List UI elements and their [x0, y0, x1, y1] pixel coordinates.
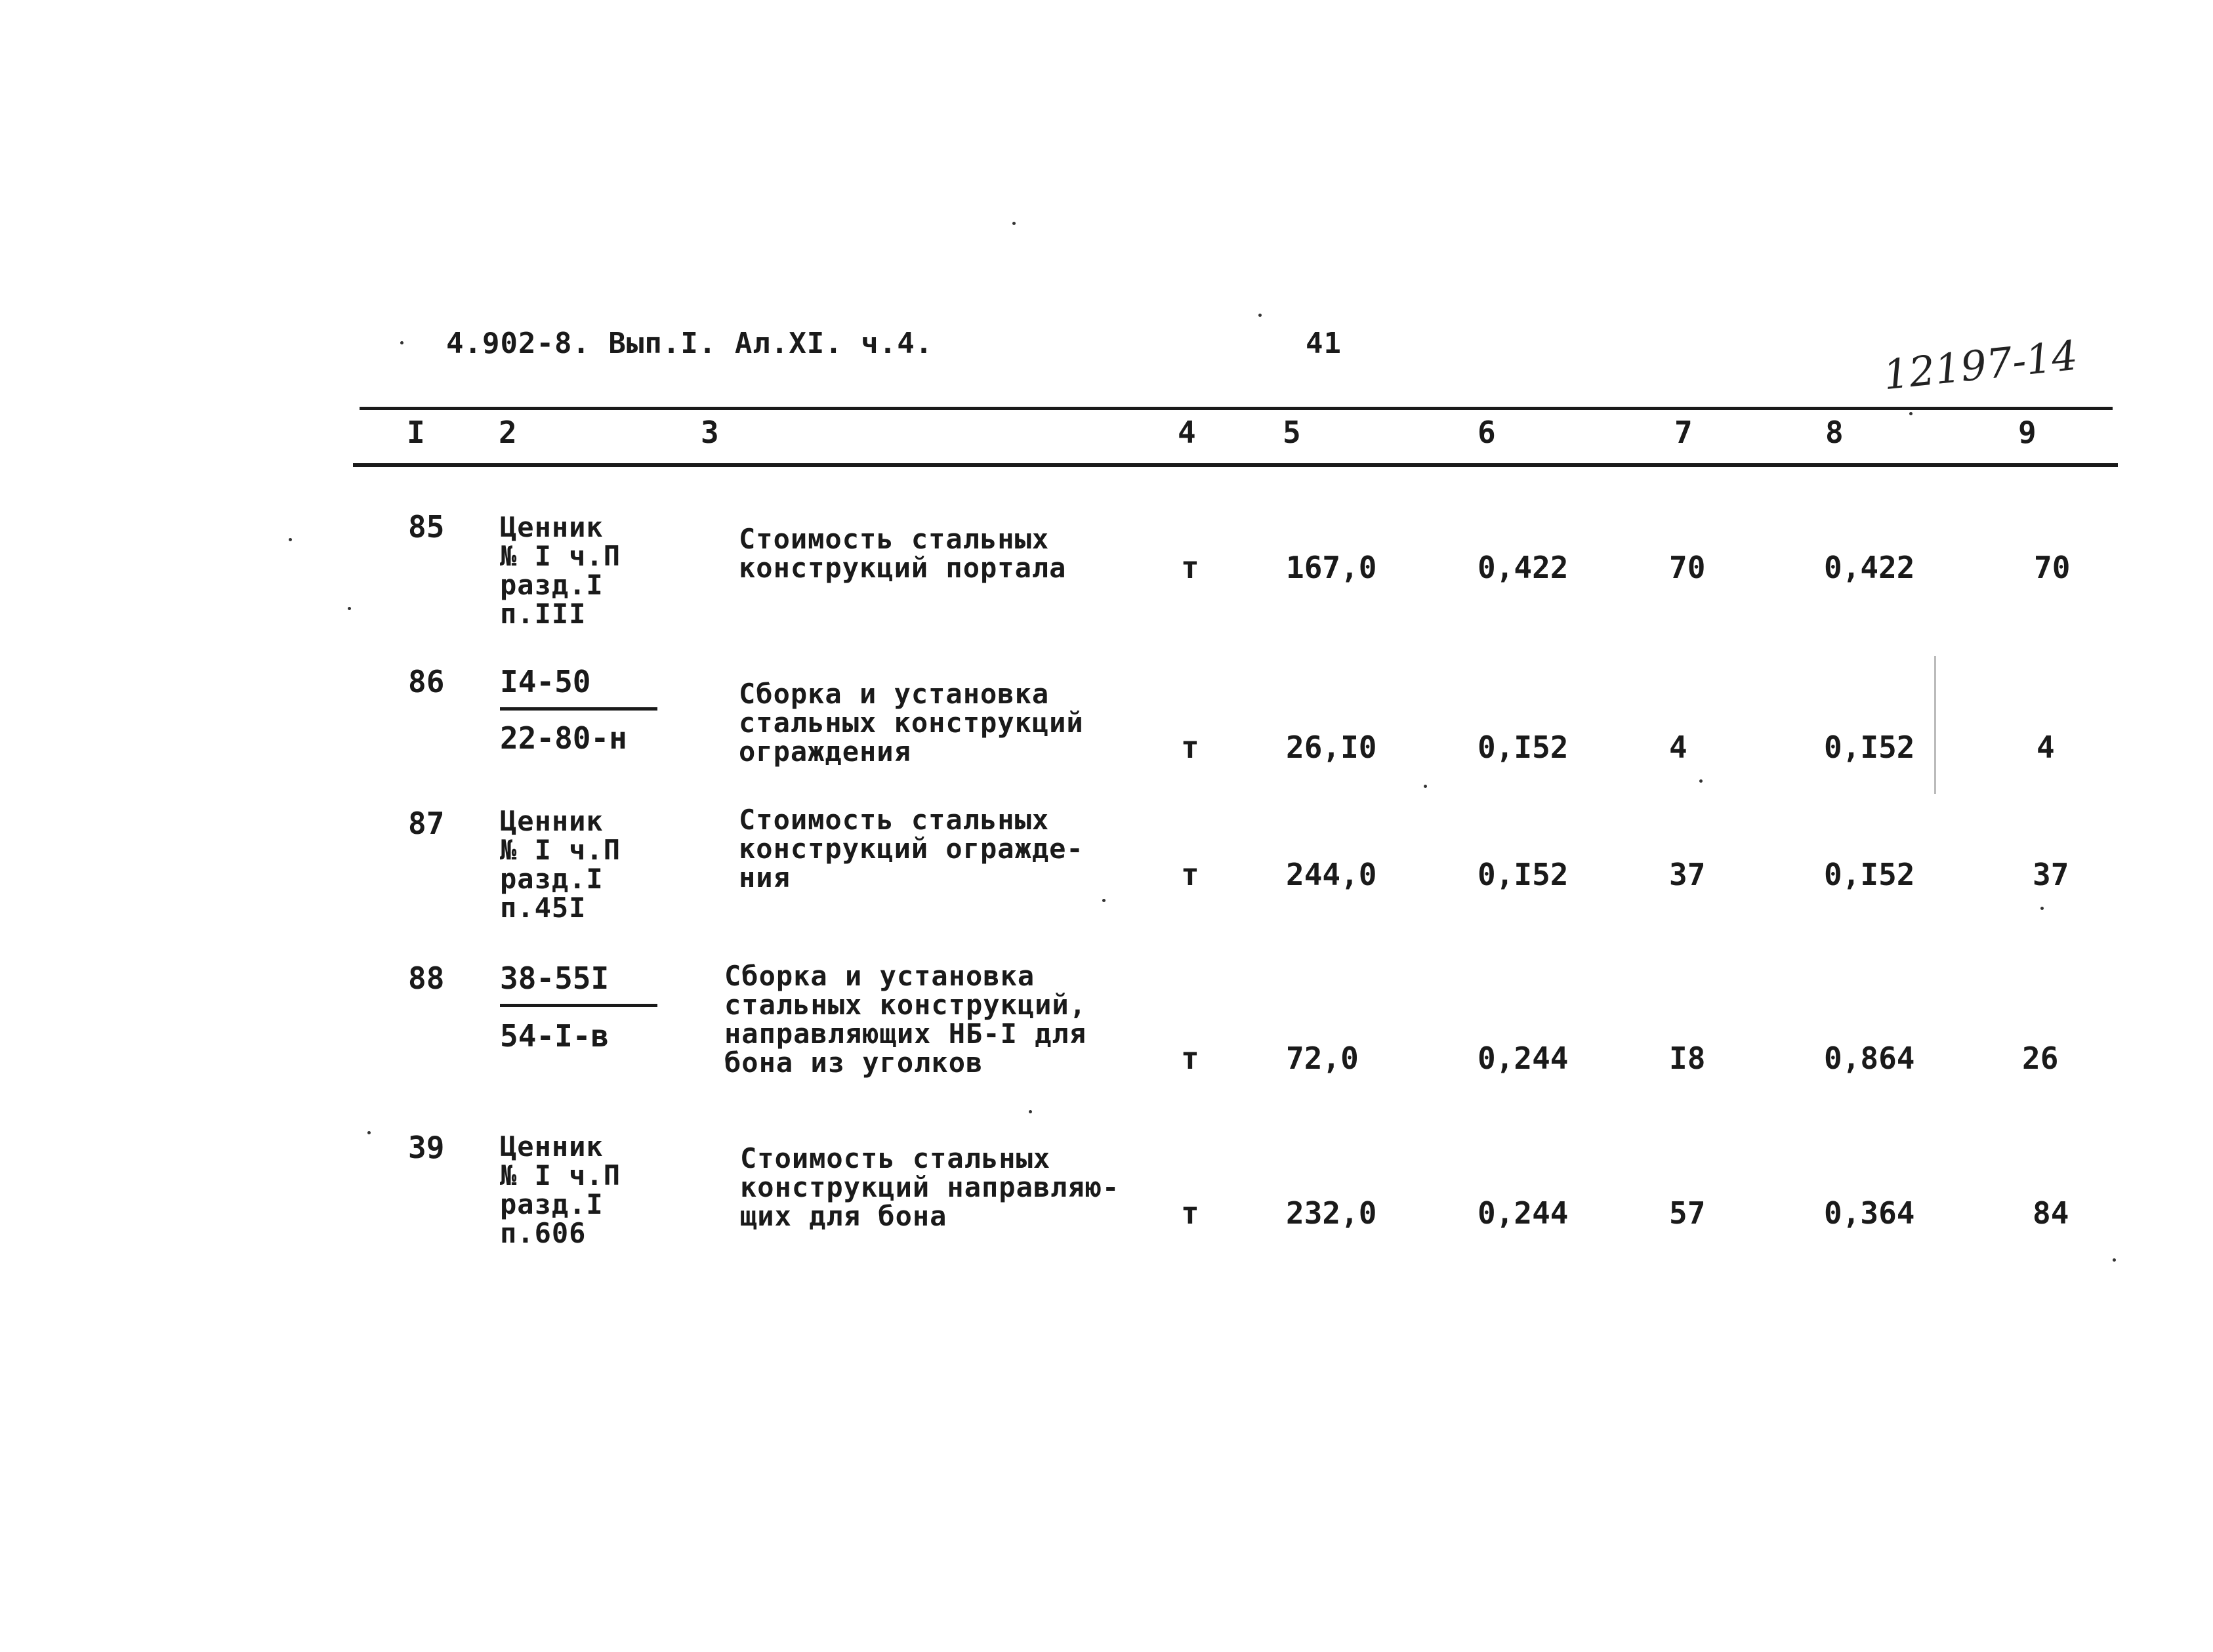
- price-reference: Ценник № I ч.П разд.I п.45I: [500, 805, 621, 924]
- row-number: 87: [408, 806, 445, 841]
- row-number: 86: [408, 664, 445, 699]
- value-col6: 0,244: [1478, 1041, 1569, 1076]
- value-col9: 4: [2037, 730, 2055, 765]
- value-col5: 26,I0: [1286, 730, 1377, 765]
- value-col9: 70: [2034, 550, 2071, 585]
- norm-reference-bottom: 54-I-в: [500, 1018, 610, 1054]
- scan-speck: [367, 1131, 371, 1134]
- value-col8: 0,364: [1824, 1195, 1915, 1231]
- value-col9: 84: [2033, 1195, 2069, 1231]
- row-number: 39: [408, 1130, 445, 1165]
- work-description: Сборка и установка стальных конструкций, направляющих НБ-I для бона из уголков: [724, 960, 1087, 1079]
- scan-speck: [1699, 779, 1703, 783]
- unit: т: [1181, 550, 1199, 585]
- value-col6: 0,244: [1478, 1195, 1569, 1231]
- norm-reference-top: 38-55I: [500, 960, 610, 996]
- value-col6: 0,I52: [1478, 857, 1569, 892]
- value-col7: 57: [1669, 1195, 1706, 1231]
- value-col5: 167,0: [1286, 550, 1377, 585]
- table-top-rule: [360, 407, 2113, 410]
- table-header-rule: [353, 463, 2118, 467]
- scan-speck: [400, 341, 403, 344]
- value-col6: 0,I52: [1478, 730, 1569, 765]
- fraction-line: [500, 707, 657, 711]
- value-col7: I8: [1669, 1041, 1706, 1076]
- column-header-1: I: [407, 415, 425, 450]
- norm-reference-bottom: 22-80-н: [500, 720, 627, 756]
- value-col5: 232,0: [1286, 1195, 1377, 1231]
- scan-speck: [1012, 222, 1016, 225]
- column-header-8: 8: [1825, 415, 1844, 450]
- scan-speck: [289, 538, 292, 541]
- work-description: Стоимость стальных конструкций портала: [739, 523, 1067, 584]
- scan-speck: [1029, 1110, 1032, 1113]
- norm-reference-top: I4-50: [500, 664, 591, 699]
- work-description: Стоимость стальных конструкций направляю- щих для бона: [740, 1142, 1120, 1232]
- work-description: Сборка и установка стальных конструкций ограждения: [739, 678, 1084, 768]
- value-col9: 26: [2022, 1041, 2059, 1076]
- archive-number: 12197-14: [1880, 331, 2080, 400]
- unit: т: [1181, 857, 1199, 892]
- value-col7: 37: [1669, 857, 1706, 892]
- column-header-2: 2: [499, 415, 517, 450]
- column-header-7: 7: [1674, 415, 1693, 450]
- unit: т: [1181, 1195, 1199, 1231]
- value-col8: 0,I52: [1824, 857, 1915, 892]
- scan-speck: [1424, 785, 1427, 788]
- fraction-line: [500, 1004, 657, 1007]
- column-header-5: 5: [1283, 415, 1301, 450]
- document-code: 4.902-8. Вып.I. Ал.XI. ч.4.: [446, 327, 934, 360]
- value-col8: 0,I52: [1824, 730, 1915, 765]
- value-col7: 4: [1669, 730, 1687, 765]
- column-header-3: 3: [701, 415, 719, 450]
- column-header-6: 6: [1478, 415, 1496, 450]
- value-col8: 0,864: [1824, 1041, 1915, 1076]
- scan-streak: [1934, 656, 1936, 794]
- value-col9: 37: [2033, 857, 2069, 892]
- value-col7: 70: [1669, 550, 1706, 585]
- page-number: 41: [1306, 327, 1342, 360]
- scan-speck: [2113, 1258, 2116, 1262]
- scan-speck: [348, 607, 351, 610]
- price-reference: Ценник № I ч.П разд.I п.606: [500, 1130, 621, 1249]
- column-header-4: 4: [1178, 415, 1196, 450]
- unit: т: [1181, 1041, 1199, 1076]
- scan-speck: [1909, 412, 1913, 415]
- value-col8: 0,422: [1824, 550, 1915, 585]
- price-reference: Ценник № I ч.П разд.I п.III: [500, 511, 621, 630]
- scan-speck: [2040, 907, 2044, 910]
- work-description: Стоимость стальных конструкций огражде- ния: [739, 804, 1084, 894]
- value-col5: 244,0: [1286, 857, 1377, 892]
- value-col6: 0,422: [1478, 550, 1569, 585]
- column-header-9: 9: [2018, 415, 2037, 450]
- unit: т: [1181, 730, 1199, 765]
- row-number: 88: [408, 960, 445, 996]
- scan-speck: [1258, 314, 1262, 317]
- scan-speck: [1102, 899, 1106, 902]
- row-number: 85: [408, 509, 445, 545]
- value-col5: 72,0: [1286, 1041, 1359, 1076]
